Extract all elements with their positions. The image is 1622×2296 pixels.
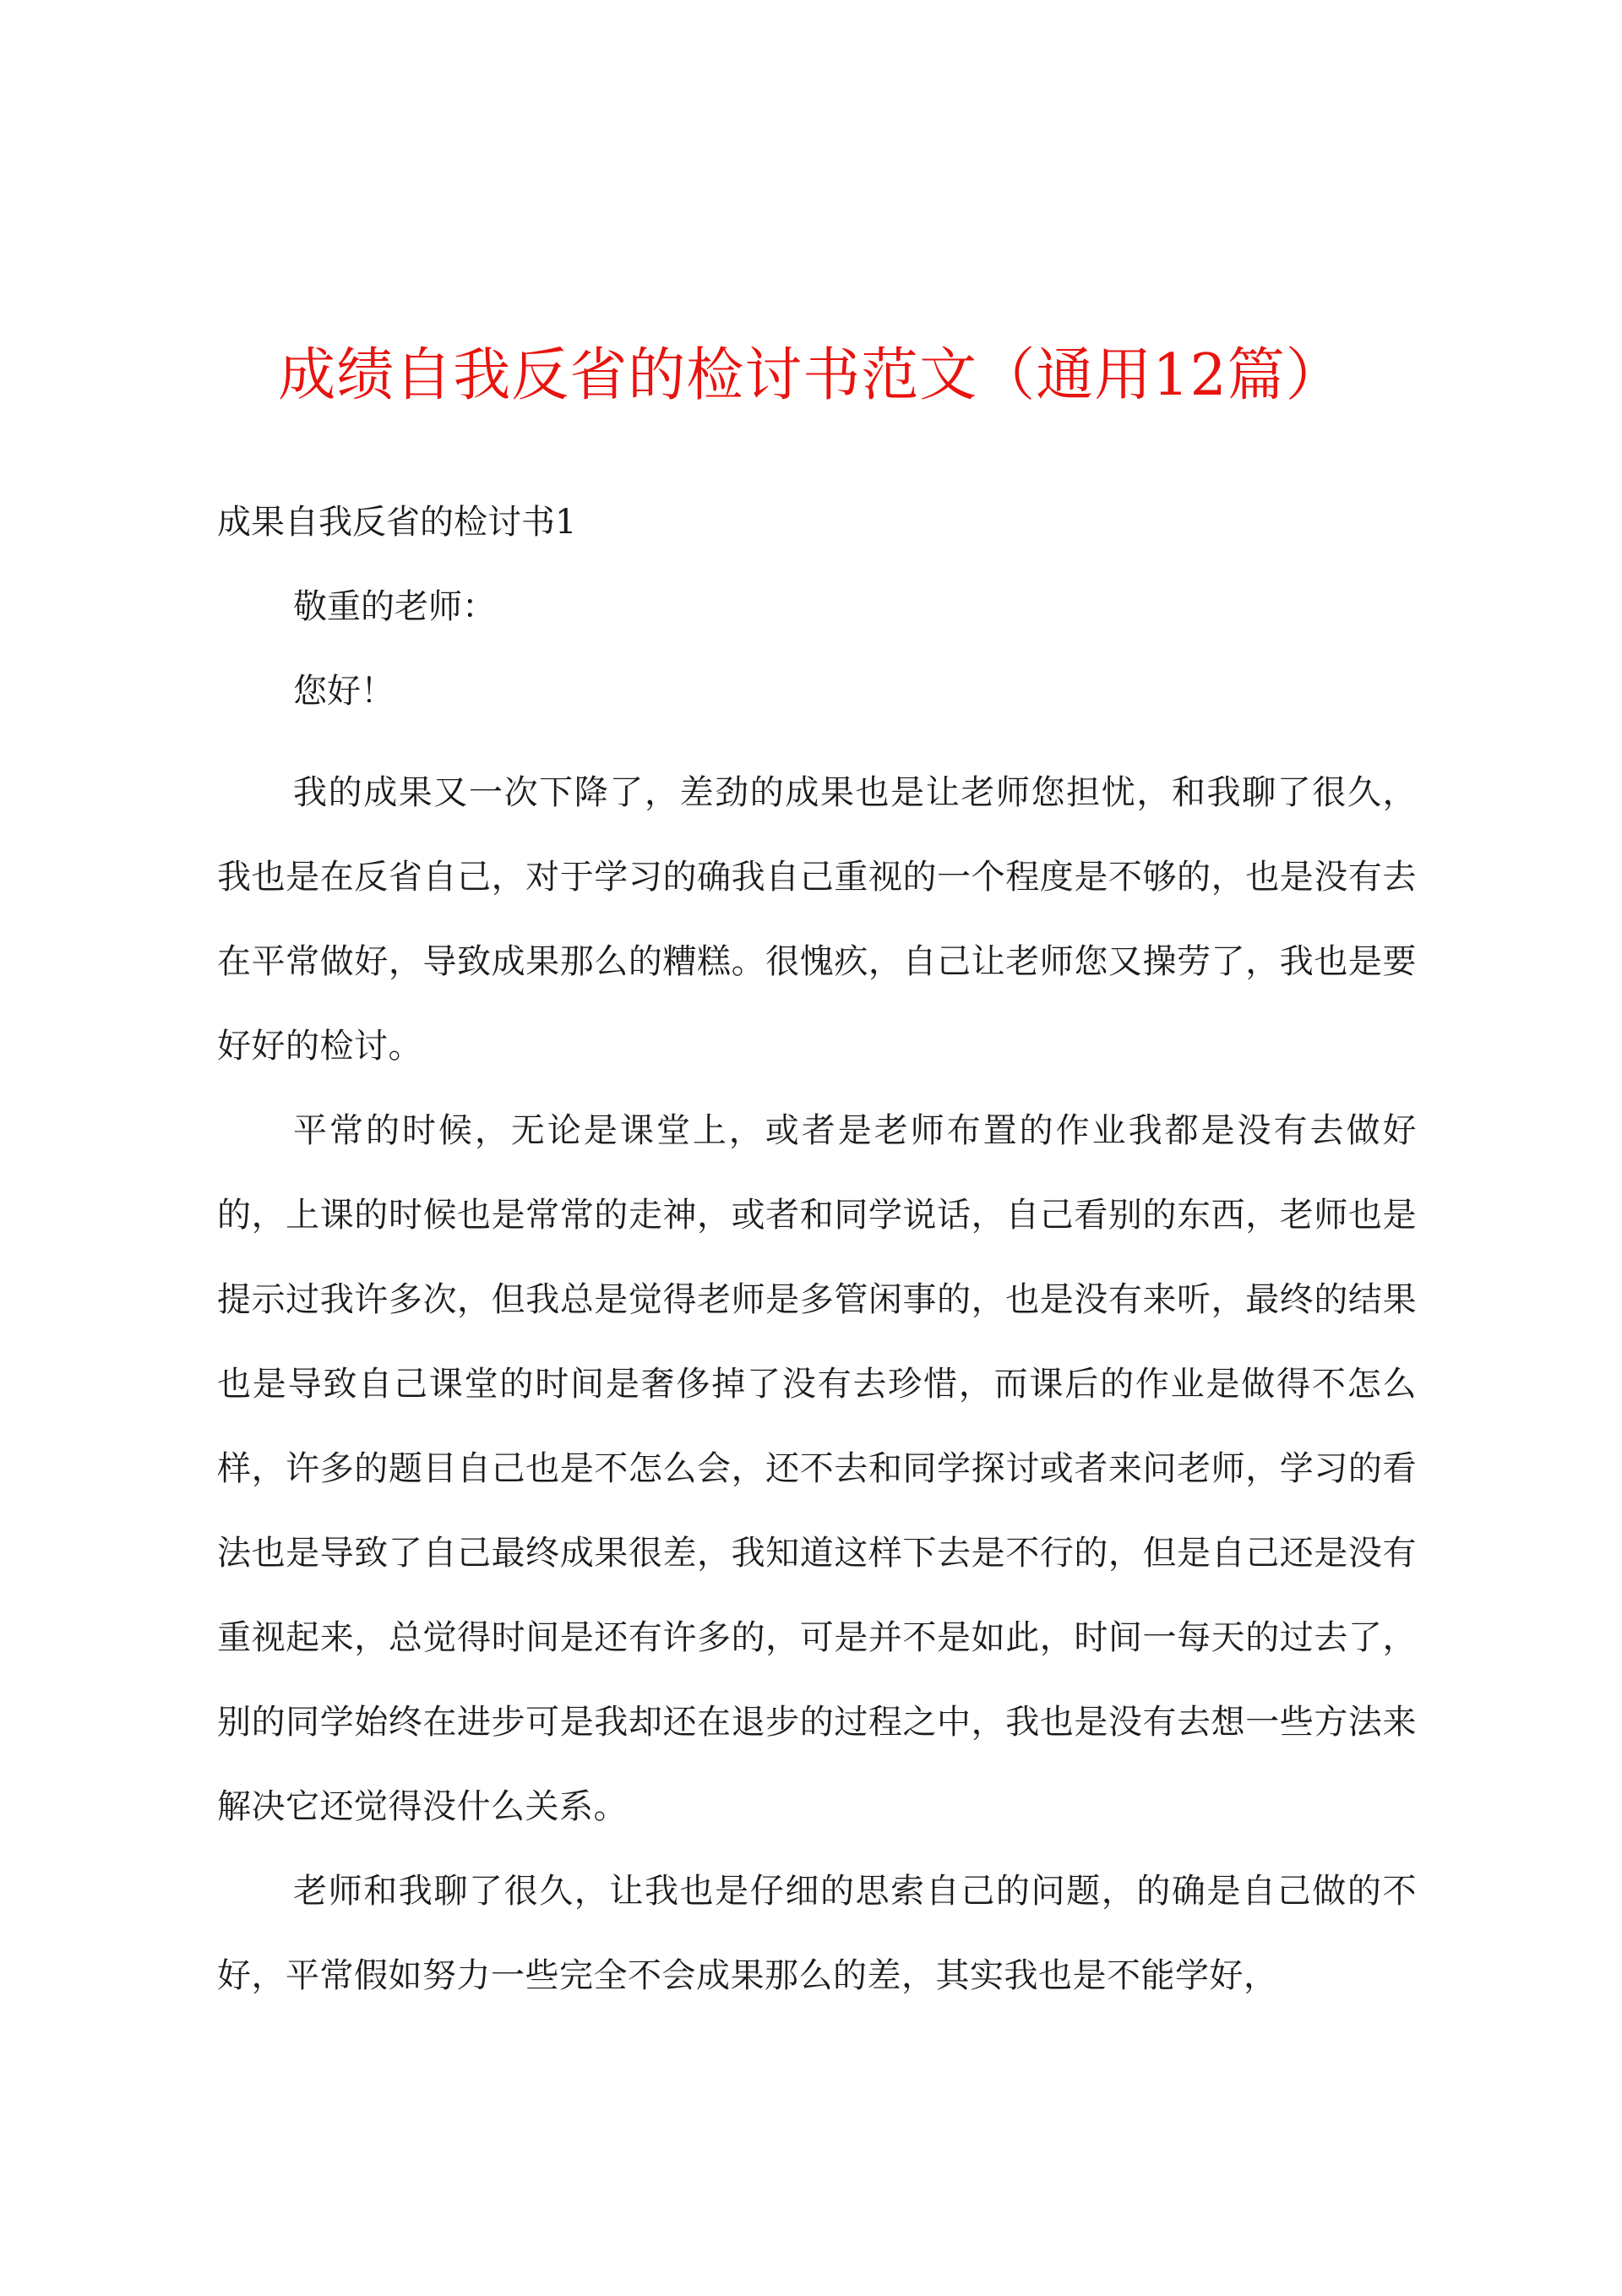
body-paragraphs [217,750,1417,2018]
section-heading: 成果自我反省的检讨书1 [217,503,577,542]
document-title: 成绩自我反省的检讨书范文（通用12篇） [278,342,1344,409]
paragraph-2: 平常的时候，无论是课堂上，或者是老师布置的作业我都是没有去做好的，上课的时候也是常常的走神，或者和同学说话，自己看别的东西，老师也是提示过我许多次，但我总是觉得老师是多管闲事的，也是没有来听，最终的结果也是导致自己课堂的时间是奢侈掉了没有去珍惜，而课后的作业是做得不怎么样，许多的题目自己也是不怎么会，还不去和同学探讨或者来问老师，学习的看法也是导致了自己最终成果很差，我知道这样下去是不行的，但是自己还是没有重视起来，总觉得时间是还有许多的，可是并不是如此，时间一每天的过去了，别的同学始终在进步可是我却还在退步的过程之中，我也是没有去想一些方法来解决它还觉得没什么关系。 [217,1111,1417,1826]
paragraph-3: 老师和我聊了很久，让我也是仔细的思索自己的问题，的确是自己做的不好，平常假如努力一些完全不会成果那么的差，其实我也是不能学好， [217,1872,1417,1995]
paragraph-1: 我的成果又一次下降了，差劲的成果也是让老师您担忧，和我聊了很久，我也是在反省自己，对于学习的确我自己重视的一个程度是不够的，也是没有去在平常做好，导致成果那么的糟糕。很愧疚，自己让老师您又操劳了，我也是要好好的检讨。 [217,773,1417,1066]
greeting: 您好！ [293,672,395,711]
salutation: 敬重的老师： [293,587,496,626]
